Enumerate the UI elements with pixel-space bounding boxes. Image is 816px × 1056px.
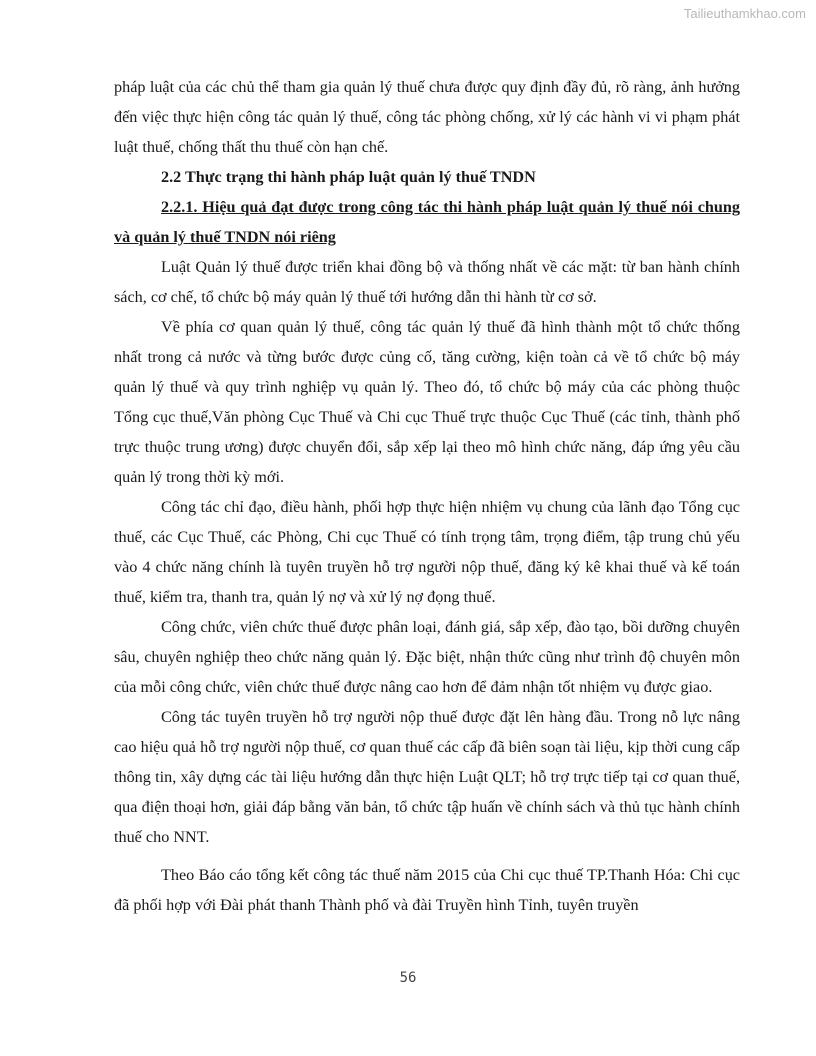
watermark: Tailieuthamkhao.com (683, 6, 806, 21)
paragraph: Theo Báo cáo tổng kết công tác thuế năm 2015 của Chi cục thuế TP.Thanh Hóa: Chi cục đã phối hợp với Đài phát thanh Thành phố và đài Truyền hình Tỉnh, tuyên truyền (114, 866, 740, 914)
page-number: 56 (399, 970, 417, 986)
paragraph: Công tác tuyên truyền hỗ trợ người nộp thuế được đặt lên hàng đầu. Trong nỗ lực nâng cao hiệu quả hỗ trợ người nộp thuế, cơ quan thuế các cấp đã biên soạn tài liệu, kịp thời cung cấp thông tin, xây dựng các tài liệu hướng dẫn thực hiện Luật QLT; hỗ trợ trực tiếp tại cơ quan thuế, qua điện thoại hơn, giải đáp bằng văn bản, tổ chức tập huấn về chính sách và thủ tục hành chính thuế cho NNT. (114, 708, 740, 846)
paragraph-intro: pháp luật của các chủ thể tham gia quản lý thuế chưa được quy định đầy đủ, rõ ràng, ảnh hưởng đến việc thực hiện công tác quản lý thuế, công tác phòng chống, xử lý các hành vi vi phạm phát luật thuế, chống thất thu thuế còn hạn chế. (114, 78, 740, 156)
paragraph: Công chức, viên chức thuế được phân loại, đánh giá, sắp xếp, đào tạo, bồi dưỡng chuyên sâu, chuyên nghiệp theo chức năng quản lý. Đặc biệt, nhận thức cũng như trình độ chuyên môn của mỗi công chức, viên chức thuế được nâng cao hơn để đảm nhận tốt nhiệm vụ được giao. (114, 618, 740, 696)
section-heading: 2.2 Thực trạng thi hành pháp luật quản lý thuế TNDN (161, 168, 536, 186)
subsection-heading: 2.2.1. Hiệu quả đạt được trong công tác thi hành pháp luật quản lý thuế nói chung và quản lý thuế TNDN nói riêng (114, 198, 740, 246)
document-body (114, 72, 740, 920)
paragraph: Công tác chỉ đạo, điều hành, phối hợp thực hiện nhiệm vụ chung của lãnh đạo Tổng cục thuế, các Cục Thuế, các Phòng, Chi cục Thuế có tính trọng tâm, trọng điểm, tập trung chủ yếu vào 4 chức năng chính là tuyên truyền hỗ trợ người nộp thuế, đăng ký kê khai thuế và kế toán thuế, kiểm tra, thanh tra, quản lý nợ và xử lý nợ đọng thuế. (114, 498, 740, 606)
paragraph: Luật Quản lý thuế được triển khai đồng bộ và thống nhất về các mặt: từ ban hành chính sách, cơ chế, tổ chức bộ máy quản lý thuế tới hướng dẫn thi hành từ cơ sở. (114, 258, 740, 306)
paragraph: Về phía cơ quan quản lý thuế, công tác quản lý thuế đã hình thành một tổ chức thống nhất trong cả nước và từng bước được củng cố, tăng cường, kiện toàn cả về tổ chức bộ máy quản lý thuế và quy trình nghiệp vụ quản lý. Theo đó, tổ chức bộ máy của các phòng thuộc Tổng cục thuế,Văn phòng Cục Thuế và Chi cục Thuế trực thuộc Cục Thuế (các tỉnh, thành phố trực thuộc trung ương) được chuyển đổi, sắp xếp lại theo mô hình chức năng, đáp ứng yêu cầu quản lý trong thời kỳ mới. (114, 318, 740, 486)
